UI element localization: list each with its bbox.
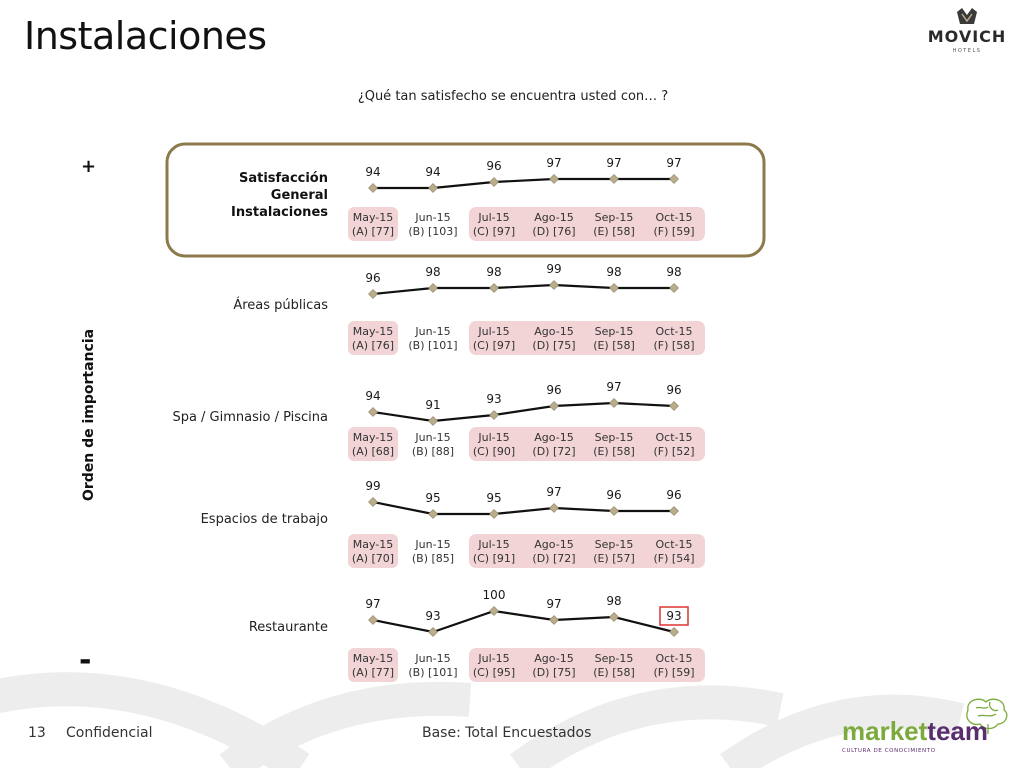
period-month: Oct-15 <box>655 652 693 665</box>
data-label: 98 <box>606 265 622 279</box>
period-month: May-15 <box>352 325 394 338</box>
data-label: 97 <box>546 156 562 170</box>
period-base: (D) [75] <box>532 666 576 679</box>
data-point <box>610 399 619 408</box>
data-point <box>670 507 679 516</box>
data-point <box>550 504 559 513</box>
period-month: Jul-15 <box>478 652 510 665</box>
data-label: 100 <box>482 588 506 602</box>
row-label: Satisfacción General Instalaciones <box>231 171 328 220</box>
data-label: 97 <box>606 380 622 394</box>
data-point <box>490 607 499 616</box>
series-row <box>348 380 705 461</box>
data-label: 99 <box>365 479 381 493</box>
movich-logo <box>912 6 1022 56</box>
data-point <box>550 616 559 625</box>
data-point <box>369 290 378 299</box>
data-point <box>490 178 499 187</box>
data-point <box>670 628 679 637</box>
period-month: May-15 <box>352 538 394 551</box>
period-base: (C) [91] <box>472 552 516 565</box>
period-month: Jun-15 <box>415 211 451 224</box>
data-label: 98 <box>486 265 502 279</box>
series-line <box>373 502 674 514</box>
period-month: Ago-15 <box>534 538 574 551</box>
data-point <box>550 402 559 411</box>
confidential-label: Confidencial <box>66 725 153 741</box>
period-month: Oct-15 <box>655 431 693 444</box>
series-row <box>348 262 705 355</box>
axis-label-text: Orden de importancia <box>81 328 97 502</box>
period-base: (D) [75] <box>532 339 576 352</box>
period-month: May-15 <box>352 431 394 444</box>
importance-minus-mark: - <box>79 643 92 678</box>
period-month: Oct-15 <box>655 211 693 224</box>
period-base: (B) [101] <box>408 666 458 679</box>
period-base: (D) [72] <box>532 445 576 458</box>
period-month: Sep-15 <box>594 211 634 224</box>
period-base: (E) [58] <box>593 225 635 238</box>
data-label: 95 <box>486 491 502 505</box>
period-base: (D) [72] <box>532 552 576 565</box>
data-point <box>670 402 679 411</box>
data-label: 97 <box>606 156 622 170</box>
period-month: Jul-15 <box>478 211 510 224</box>
period-base: (A) [77] <box>351 666 395 679</box>
period-base: (C) [90] <box>472 445 516 458</box>
period-month: Jun-15 <box>415 652 451 665</box>
data-label: 96 <box>486 159 502 173</box>
row-label: Restaurante <box>248 620 328 635</box>
series-row <box>348 479 705 568</box>
data-label: 98 <box>425 265 441 279</box>
data-label: 96 <box>546 383 562 397</box>
period-month: May-15 <box>352 652 394 665</box>
data-point <box>369 616 378 625</box>
period-base: (A) [76] <box>351 339 395 352</box>
movich-crown-icon <box>957 8 977 24</box>
data-point <box>490 284 499 293</box>
period-month: Oct-15 <box>655 538 693 551</box>
data-label: 98 <box>666 265 682 279</box>
data-label: 97 <box>546 485 562 499</box>
period-base: (C) [97] <box>472 225 516 238</box>
period-base: (F) [59] <box>653 666 695 679</box>
data-label: 93 <box>486 392 502 406</box>
period-base: (A) [70] <box>351 552 395 565</box>
logo-tagline: CULTURA DE CONOCIMIENTO <box>842 748 936 754</box>
period-base: (F) [52] <box>653 445 695 458</box>
data-label: 91 <box>425 398 441 412</box>
period-base: (A) [68] <box>351 445 395 458</box>
slide-title: Instalaciones <box>24 14 267 58</box>
series-row <box>348 588 705 682</box>
data-label: 98 <box>606 594 622 608</box>
brand-subtitle: HOTELS <box>952 48 982 54</box>
row-label: Espacios de trabajo <box>200 512 328 527</box>
brand-wordmark: MOVICH <box>927 27 1007 46</box>
data-label: 93 <box>425 609 441 623</box>
data-point <box>610 613 619 622</box>
data-point <box>550 281 559 290</box>
period-month: Sep-15 <box>594 538 634 551</box>
data-point <box>429 510 438 519</box>
period-base: (F) [59] <box>653 225 695 238</box>
period-month: Ago-15 <box>534 325 574 338</box>
period-base: (B) [103] <box>408 225 458 238</box>
series-row <box>348 156 705 241</box>
series-line <box>373 403 674 421</box>
period-month: Jun-15 <box>415 325 451 338</box>
period-month: Sep-15 <box>594 652 634 665</box>
period-base: (F) [58] <box>653 339 695 352</box>
row-label: Spa / Gimnasio / Piscina <box>172 410 328 425</box>
data-point <box>610 507 619 516</box>
period-base: (E) [58] <box>593 339 635 352</box>
period-base: (D) [76] <box>532 225 576 238</box>
data-label: 99 <box>546 262 562 276</box>
data-point <box>369 184 378 193</box>
data-point <box>369 408 378 417</box>
data-label: 96 <box>606 488 622 502</box>
data-point <box>429 284 438 293</box>
data-point <box>550 175 559 184</box>
data-label: 93 <box>666 609 682 623</box>
period-month: Jun-15 <box>415 538 451 551</box>
data-point <box>429 628 438 637</box>
data-point <box>490 510 499 519</box>
data-label: 97 <box>365 597 381 611</box>
period-month: Sep-15 <box>594 325 634 338</box>
period-base: (E) [57] <box>593 552 635 565</box>
data-point <box>429 184 438 193</box>
data-label: 97 <box>546 597 562 611</box>
data-label: 94 <box>365 389 381 403</box>
period-base: (C) [95] <box>472 666 516 679</box>
data-point <box>429 417 438 426</box>
period-month: Jun-15 <box>415 431 451 444</box>
period-base: (E) [58] <box>593 445 635 458</box>
base-note: Base: Total Encuestados <box>422 725 592 741</box>
period-base: (B) [88] <box>411 445 455 458</box>
logo-text-market: market <box>842 716 928 746</box>
period-base: (A) [77] <box>351 225 395 238</box>
period-base: (B) [85] <box>411 552 455 565</box>
data-label: 95 <box>425 491 441 505</box>
period-month: May-15 <box>352 211 394 224</box>
data-label: 94 <box>365 165 381 179</box>
data-label: 96 <box>365 271 381 285</box>
period-base: (C) [97] <box>472 339 516 352</box>
data-point <box>610 175 619 184</box>
data-point <box>369 498 378 507</box>
period-month: Sep-15 <box>594 431 634 444</box>
period-month: Jul-15 <box>478 431 510 444</box>
period-month: Ago-15 <box>534 431 574 444</box>
data-label: 96 <box>666 488 682 502</box>
data-label: 96 <box>666 383 682 397</box>
data-label: 97 <box>666 156 682 170</box>
page-number: 13 <box>28 725 46 741</box>
marketteam-logo <box>838 694 1018 758</box>
survey-question: ¿Qué tan satisfecho se encuentra usted con… ? <box>357 89 669 104</box>
data-point <box>670 175 679 184</box>
period-base: (F) [54] <box>653 552 695 565</box>
data-point <box>490 411 499 420</box>
series-line <box>373 611 674 632</box>
period-month: Jul-15 <box>478 325 510 338</box>
series-line <box>373 179 674 188</box>
period-month: Ago-15 <box>534 652 574 665</box>
series-line <box>373 285 674 294</box>
data-point <box>610 284 619 293</box>
svg-text:marketteam <box>842 716 988 746</box>
period-month: Ago-15 <box>534 211 574 224</box>
period-month: Oct-15 <box>655 325 693 338</box>
period-month: Jul-15 <box>478 538 510 551</box>
period-base: (B) [101] <box>408 339 458 352</box>
data-label: 94 <box>425 165 441 179</box>
logo-text-team: team <box>927 716 988 746</box>
importance-plus-mark: + <box>81 156 97 177</box>
row-label: Áreas públicas <box>233 298 328 313</box>
period-base: (E) [58] <box>593 666 635 679</box>
data-point <box>670 284 679 293</box>
